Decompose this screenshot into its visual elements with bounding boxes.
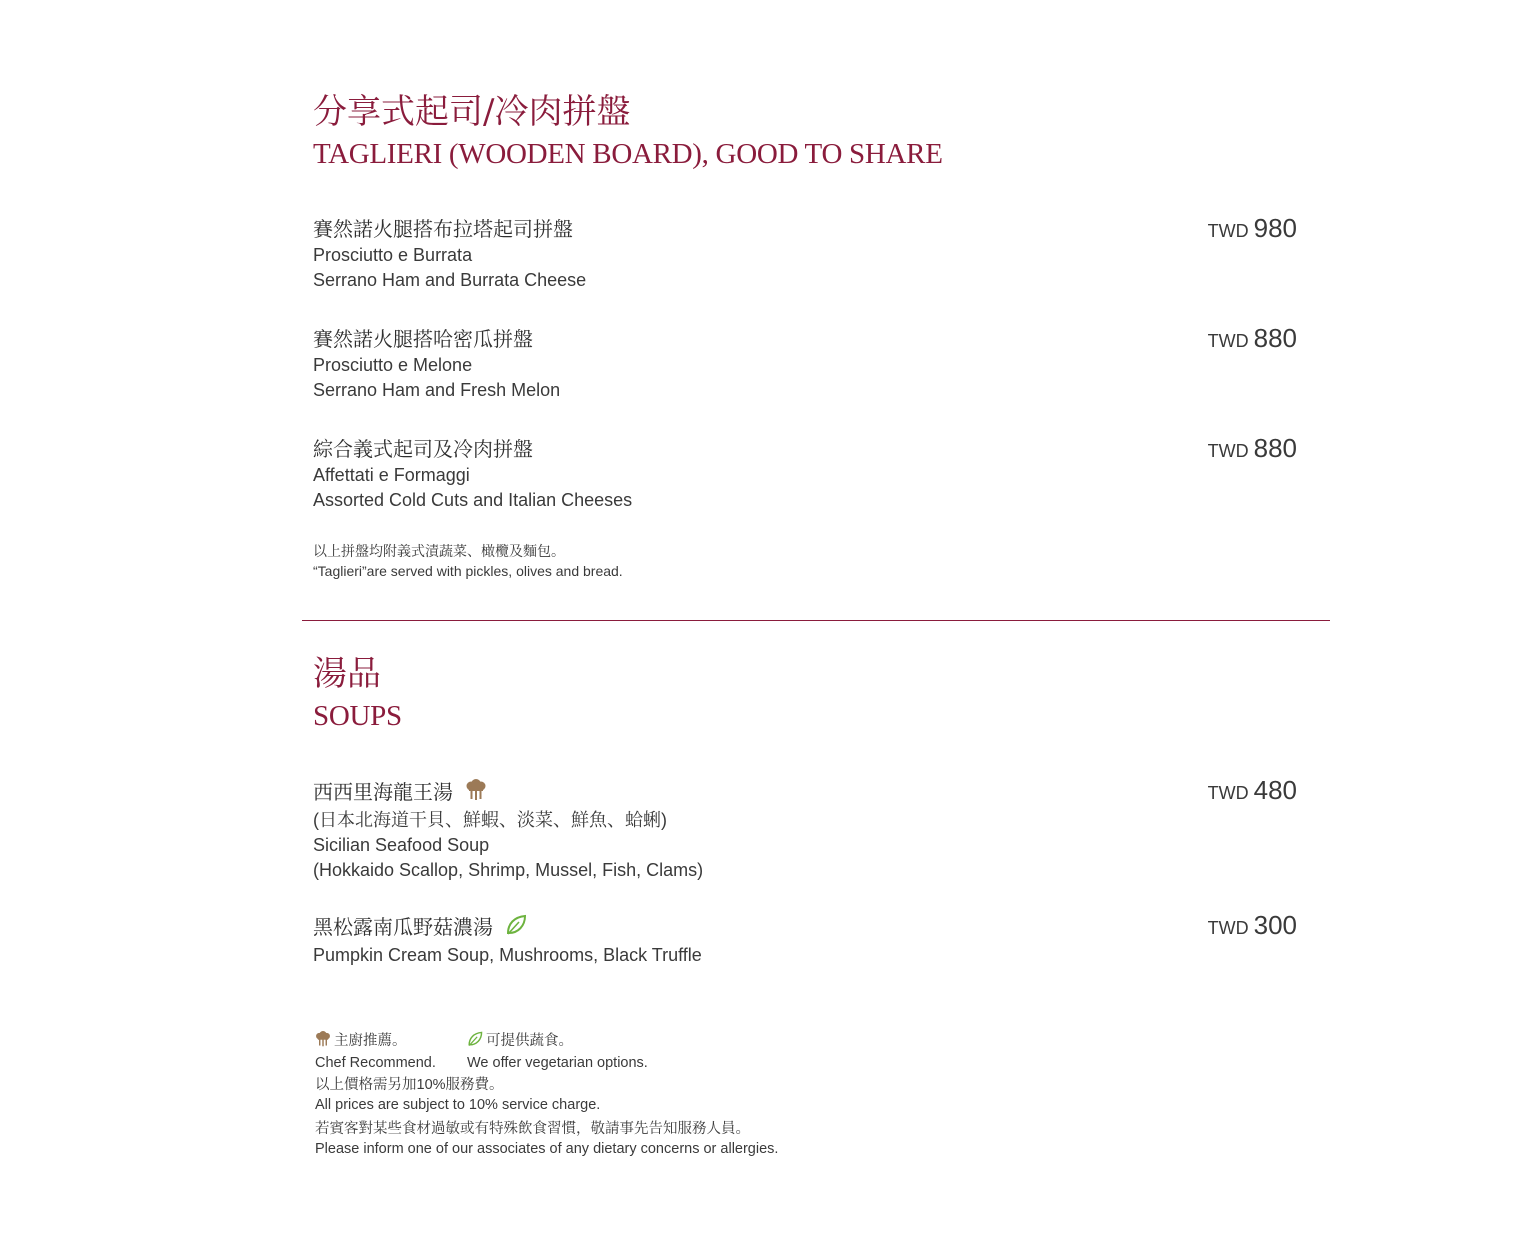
price-currency: TWD	[1207, 918, 1249, 938]
legend-chef-zh-row	[315, 1031, 436, 1053]
taglieri-section	[313, 92, 1303, 172]
legend-chef-en: Chef Recommend.	[315, 1055, 436, 1071]
menu-item	[313, 775, 1303, 883]
legend-veg-zh-row	[467, 1031, 648, 1053]
item-name-zh-row	[313, 779, 1303, 808]
item-name-zh: 西西里海龍王湯	[313, 781, 453, 804]
item-desc-en: (Hokkaido Scallop, Shrimp, Mussel, Fish, Clams)	[313, 860, 704, 880]
menu-item	[313, 910, 1303, 968]
allergy-note-zh: 若賓客對某些食材過敏或有特殊飲食習慣，敬請事先告知服務人員。	[315, 1121, 750, 1137]
item-name-zh: 黑松露南瓜野菇濃湯	[313, 916, 493, 939]
price-currency: TWD	[1207, 221, 1249, 241]
item-name-en: Sicilian Seafood Soup	[313, 835, 490, 855]
legend-veg-zh: 可提供蔬食。	[486, 1033, 573, 1049]
menu-legend	[315, 1031, 778, 1159]
item-name-zh: 賽然諾火腿搭布拉塔起司拼盤	[313, 219, 573, 241]
chef-hat-icon	[315, 1031, 331, 1053]
allergy-note-en: Please inform one of our associates of any dietary concerns or allergies.	[315, 1141, 779, 1157]
menu-item	[313, 433, 1303, 513]
service-note-zh: 以上價格需另加10%服務費。	[315, 1077, 504, 1093]
price-currency: TWD	[1207, 441, 1249, 461]
item-name-zh: 綜合義式起司及冷肉拼盤	[313, 439, 533, 461]
price-amount: 880	[1253, 433, 1297, 463]
legend-veg	[467, 1031, 648, 1073]
item-desc-zh: (日本北海道干貝、鮮蝦、淡菜、鮮魚、蛤蜊)	[313, 810, 667, 830]
price-amount: 980	[1253, 213, 1297, 243]
item-name-en: Pumpkin Cream Soup, Mushrooms, Black Truffle	[313, 945, 702, 965]
note-zh: 以上拼盤均附義式漬蔬菜、橄欖及麵包。	[313, 543, 565, 559]
section-title-zh: 分享式起司/冷肉拼盤	[313, 92, 631, 132]
price-currency: TWD	[1207, 331, 1249, 351]
price-amount: 300	[1253, 910, 1297, 940]
legend-veg-en: We offer vegetarian options.	[467, 1055, 648, 1071]
service-note-en: All prices are subject to 10% service charge.	[315, 1097, 601, 1113]
legend-icons-row	[315, 1031, 778, 1071]
leaf-icon	[467, 1031, 483, 1053]
item-name-it: Affettati e Formaggi	[313, 465, 470, 485]
item-price	[1208, 433, 1297, 464]
item-price	[1208, 910, 1297, 941]
service-charge-note	[315, 1075, 778, 1115]
legend-chef-zh: 主廚推薦。	[334, 1033, 407, 1049]
item-name-en: Serrano Ham and Fresh Melon	[313, 380, 561, 400]
section-title-en: TAGLIERI (WOODEN BOARD), GOOD TO SHARE	[313, 138, 943, 170]
section-divider	[302, 620, 1330, 621]
menu-item	[313, 323, 1303, 403]
leaf-icon	[505, 914, 527, 943]
taglieri-note	[313, 541, 623, 581]
item-name-it: Prosciutto e Melone	[313, 355, 473, 375]
allergy-note	[315, 1119, 778, 1159]
item-price	[1208, 775, 1297, 806]
soups-section	[313, 654, 1303, 734]
price-currency: TWD	[1207, 783, 1249, 803]
menu-item	[313, 213, 1303, 293]
item-name-zh-row	[313, 914, 1303, 943]
item-name-zh: 賽然諾火腿搭哈密瓜拼盤	[313, 329, 533, 351]
price-amount: 480	[1253, 775, 1297, 805]
item-price	[1208, 213, 1297, 244]
note-en: “Taglieri”are served with pickles, olives and bread.	[313, 563, 623, 579]
item-name-it: Prosciutto e Burrata	[313, 245, 473, 265]
section-title-en: SOUPS	[313, 700, 402, 732]
item-name-en: Assorted Cold Cuts and Italian Cheeses	[313, 490, 633, 510]
item-price	[1208, 323, 1297, 354]
price-amount: 880	[1253, 323, 1297, 353]
item-name-en: Serrano Ham and Burrata Cheese	[313, 270, 587, 290]
chef-hat-icon	[465, 779, 487, 808]
legend-chef	[315, 1031, 436, 1073]
section-title-zh: 湯品	[313, 654, 381, 694]
